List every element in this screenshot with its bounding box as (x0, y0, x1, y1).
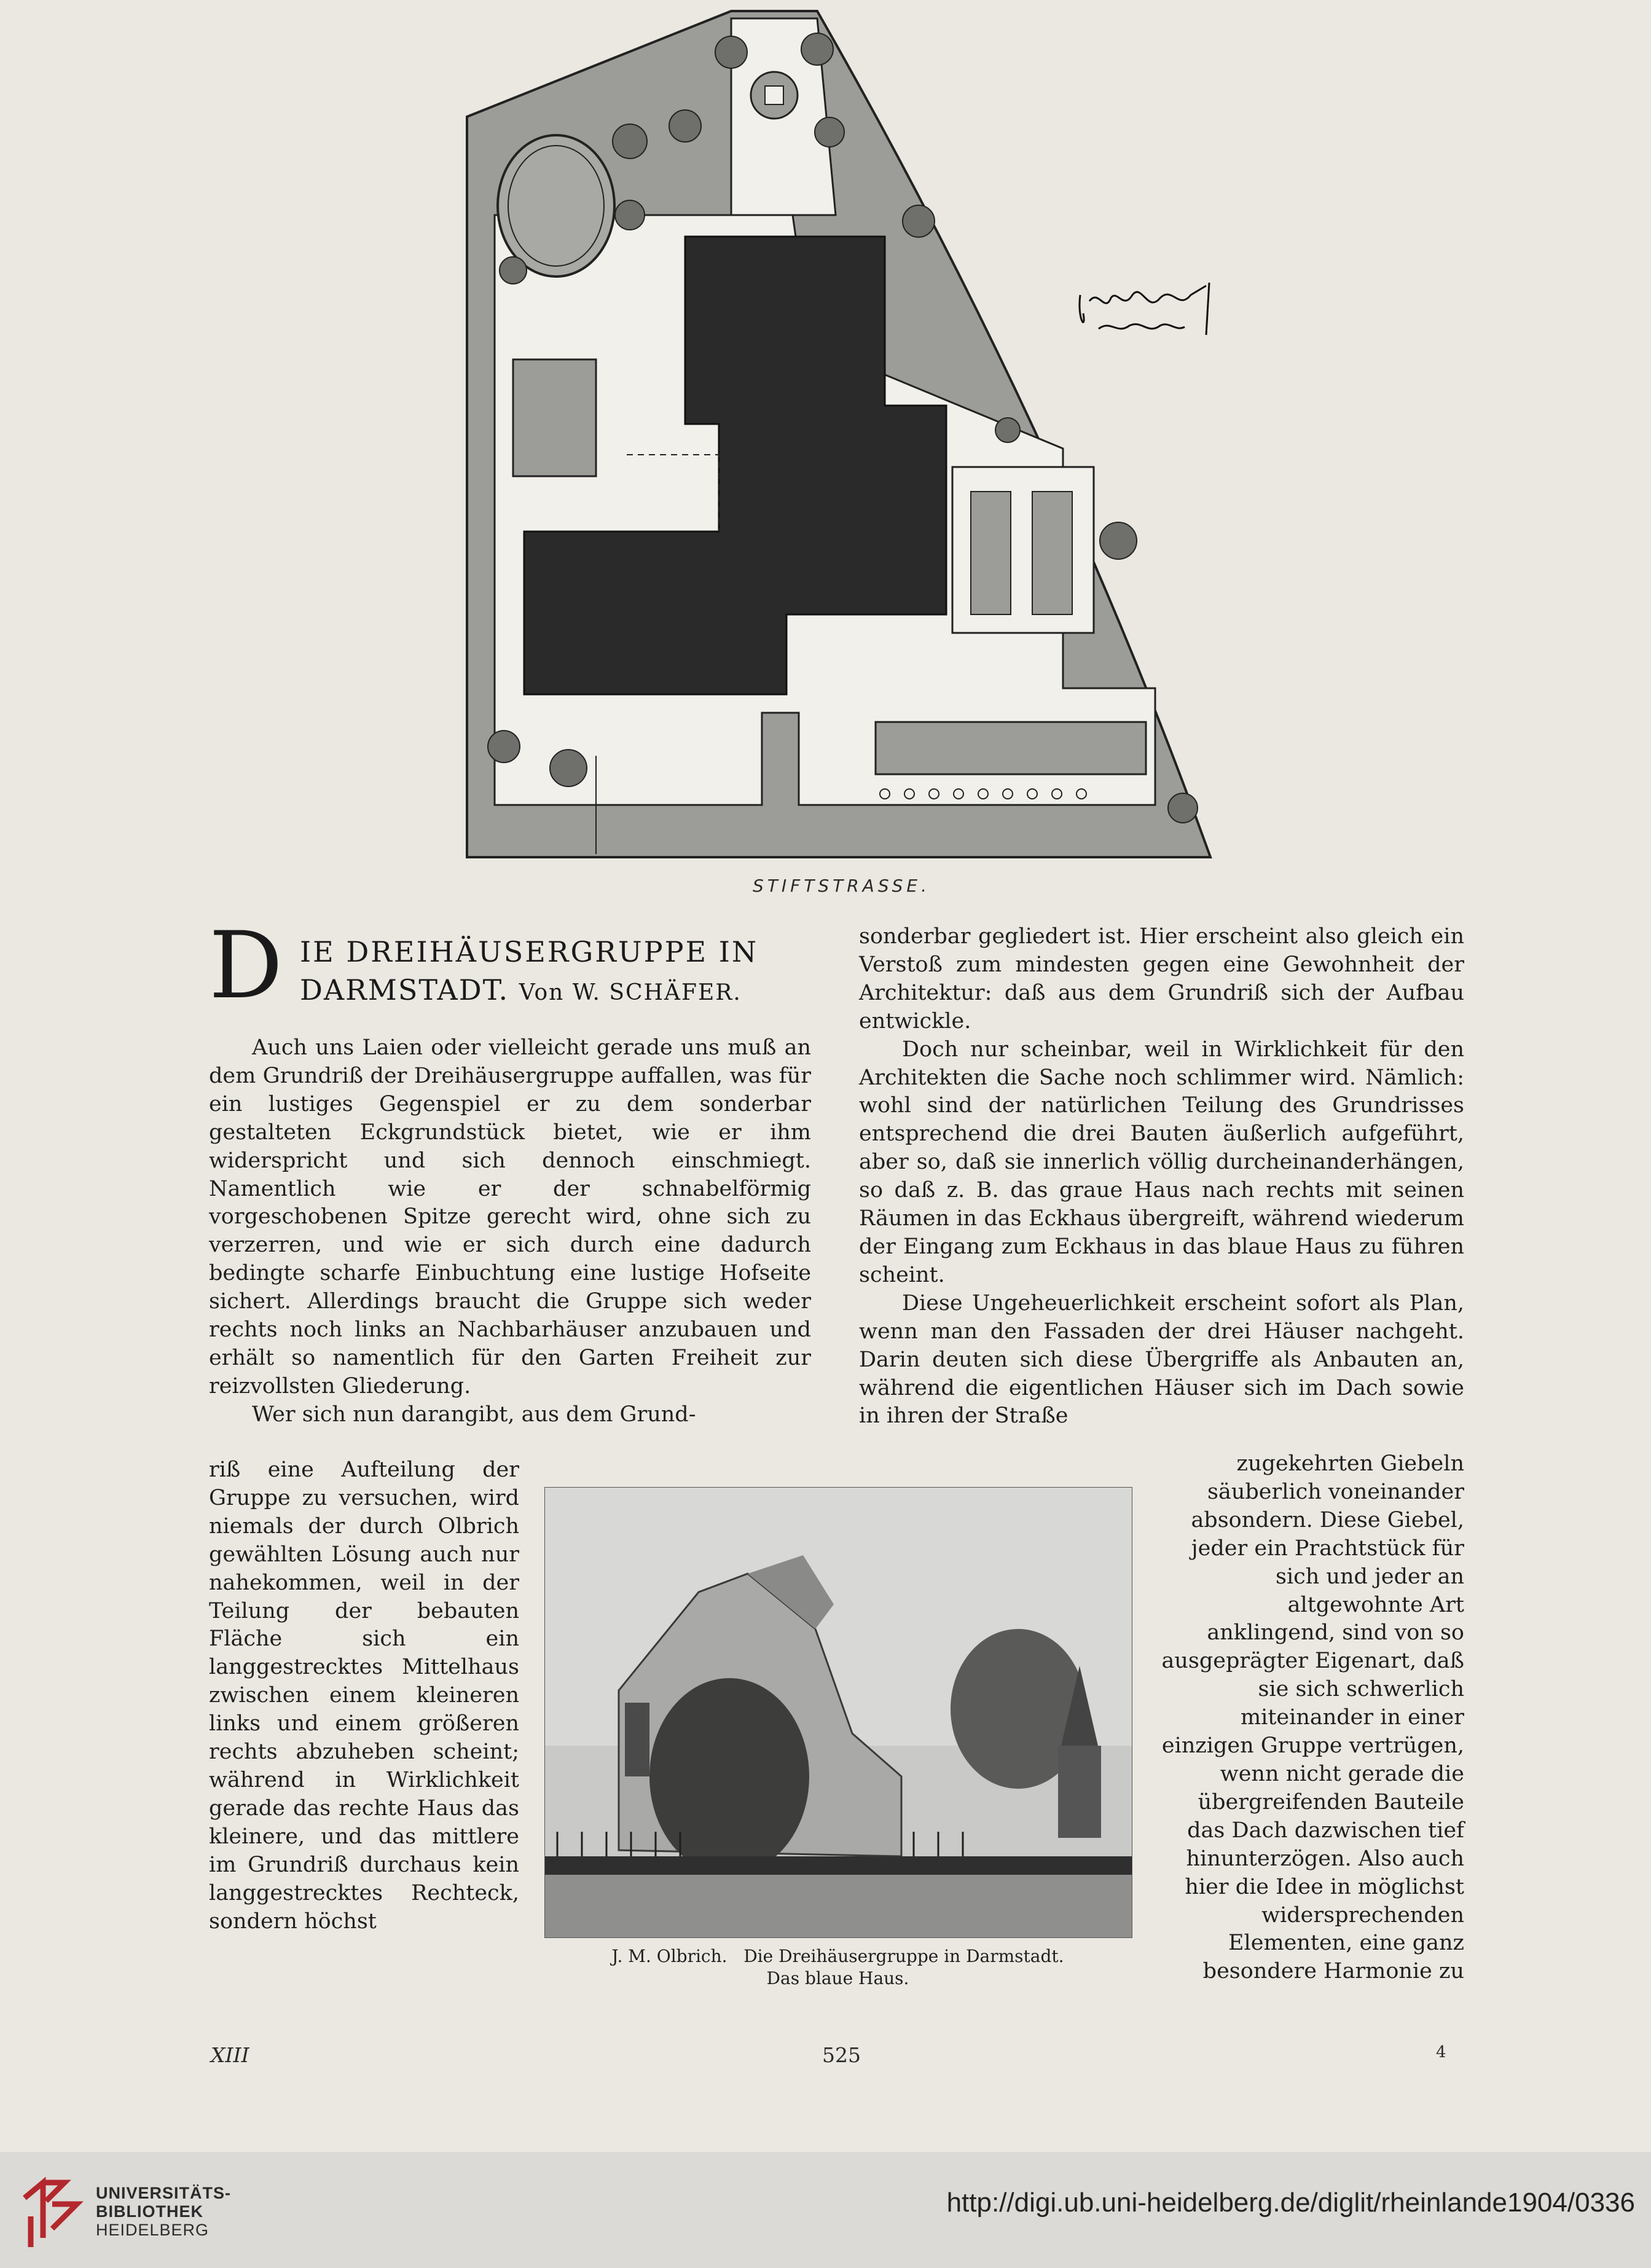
paragraph: Auch uns Laien oder vielleicht gerade uns muß an dem Grundriß der Dreihäusergruppe auffallen, was für ein lustiges Gegenspiel er zu dem sonderbar gestalteten Eckgrundstück bietet, wie er ihm widerspricht und sich dennoch einschmiegt. Namentlich wie er der schnabelförmig vorgeschobenen Spitze gerecht wird, ohne sich zu verzerren, und wie er sich durch eine dadurch bedingte scharfe Einbuchtung eine lustige Hofseite sichert. Allerdings braucht die Gruppe sich weder rechts noch links an Nachbarhäuser anzubauen und erhält so namentlich für den Garten Freiheit zur reizvollsten Gliederung. (209, 1035, 811, 1399)
signature-mark: 4 (1436, 2043, 1446, 2062)
volume-number: XIII (211, 2043, 249, 2067)
right-column (859, 923, 1464, 1430)
library-name (96, 2184, 231, 2239)
caption-line-2: Das blaue Haus. (766, 1968, 909, 1988)
article-heading (209, 912, 811, 1034)
library-line-1: UNIVERSITÄTS- (96, 2184, 232, 2202)
street-label: STIFTSTRASSE. (753, 876, 930, 896)
right-narrow-column (1160, 1450, 1464, 1986)
drop-cap: D (209, 912, 283, 1019)
title-city: DARMSTADT. (300, 973, 509, 1006)
library-line-3: HEIDELBERG (96, 2221, 210, 2239)
paragraph: Wer sich nun darangibt, aus dem Grund- (252, 1402, 696, 1427)
photo-caption (544, 1945, 1131, 1990)
architect-signature (1074, 277, 1215, 350)
page-number: 525 (822, 2043, 861, 2067)
paragraph: sonderbar gegliedert ist. Hier erscheint also gleich ein Verstoß zum mindesten gegen eine Gewohnheit der Architektur: daß aus dem Grundriß sich der Aufbau entwickle. (859, 924, 1464, 1034)
paragraph: Diese Ungeheuerlichkeit erscheint sofort als Plan, wenn man den Fassaden der drei Häuser nachgeht. Darin deuten sich diese Übergriffe als Anbauten an, während die eigentlichen Häuser sich im Dach sowie in ihren der Straße (859, 1290, 1464, 1429)
title-line-1: IE DREIHÄUSERGRUPPE IN (300, 935, 759, 968)
paragraph: riß eine Aufteilung der Gruppe zu versuchen, wird niemals der durch Olbrich gewählten Lösung auch nur nahekommen, weil in der Teilung der bebauten Fläche sich ein langgestrecktes Mittelhaus zwischen einem kleineren links und einem größeren rechts abzuheben scheint; während in Wirklichkeit gerade das rechte Haus das kleinere, und das mittlere im Grundriß durchaus kein langgestrecktes Rechteck, sondern höchst (209, 1458, 519, 1934)
university-library-logo-icon (18, 2170, 86, 2250)
left-column (209, 1034, 811, 1429)
permalink-url[interactable]: http://digi.ub.uni-heidelberg.de/diglit/rheinlande1904/0336 (946, 2188, 1635, 2218)
author-byline: Von W. SCHÄFER. (519, 980, 742, 1005)
left-narrow-column (209, 1456, 519, 1936)
library-footer (0, 2152, 1651, 2268)
title-line-2 (300, 973, 742, 1006)
paragraph: zugekehrten Giebeln säuberlich voneinander absondern. Diese Giebel, jeder ein Prachtstück für sich und jeder an altgewohnte Art anklingend, sind von so ausgeprägter Eigenart, daß sie sich schwerlich miteinander in einer einzigen Gruppe vertrügen, wenn nicht gerade die übergreifenden Bauteile das Dach dazwischen tief hinunterzögen. Also auch hier die Idee in möglichst widersprechenden Elementen, eine ganz besondere Harmonie zu (1161, 1451, 1464, 1984)
site-plan-drawing (442, 0, 1241, 879)
house-photograph (544, 1487, 1132, 1938)
paragraph: Doch nur scheinbar, weil in Wirklichkeit für den Architekten die Sache noch schlimmer wird. Nämlich: wohl sind der natürlichen Teilung des Grundrisses entsprechend die drei Bauten äußerlich aufgeführt, aber so, daß sie innerlich völlig durcheinanderhängen, so daß z. B. das graue Haus nach rechts mit seinen Räumen in das Eckhaus übergreift, während wiederum der Eingang zum Eckhaus in das blaue Haus zu führen scheint. (859, 1037, 1464, 1287)
library-line-2: BIBLIOTHEK (96, 2202, 203, 2221)
caption-line-1: J. M. Olbrich. Die Dreihäusergruppe in Darmstadt. (611, 1946, 1064, 1966)
